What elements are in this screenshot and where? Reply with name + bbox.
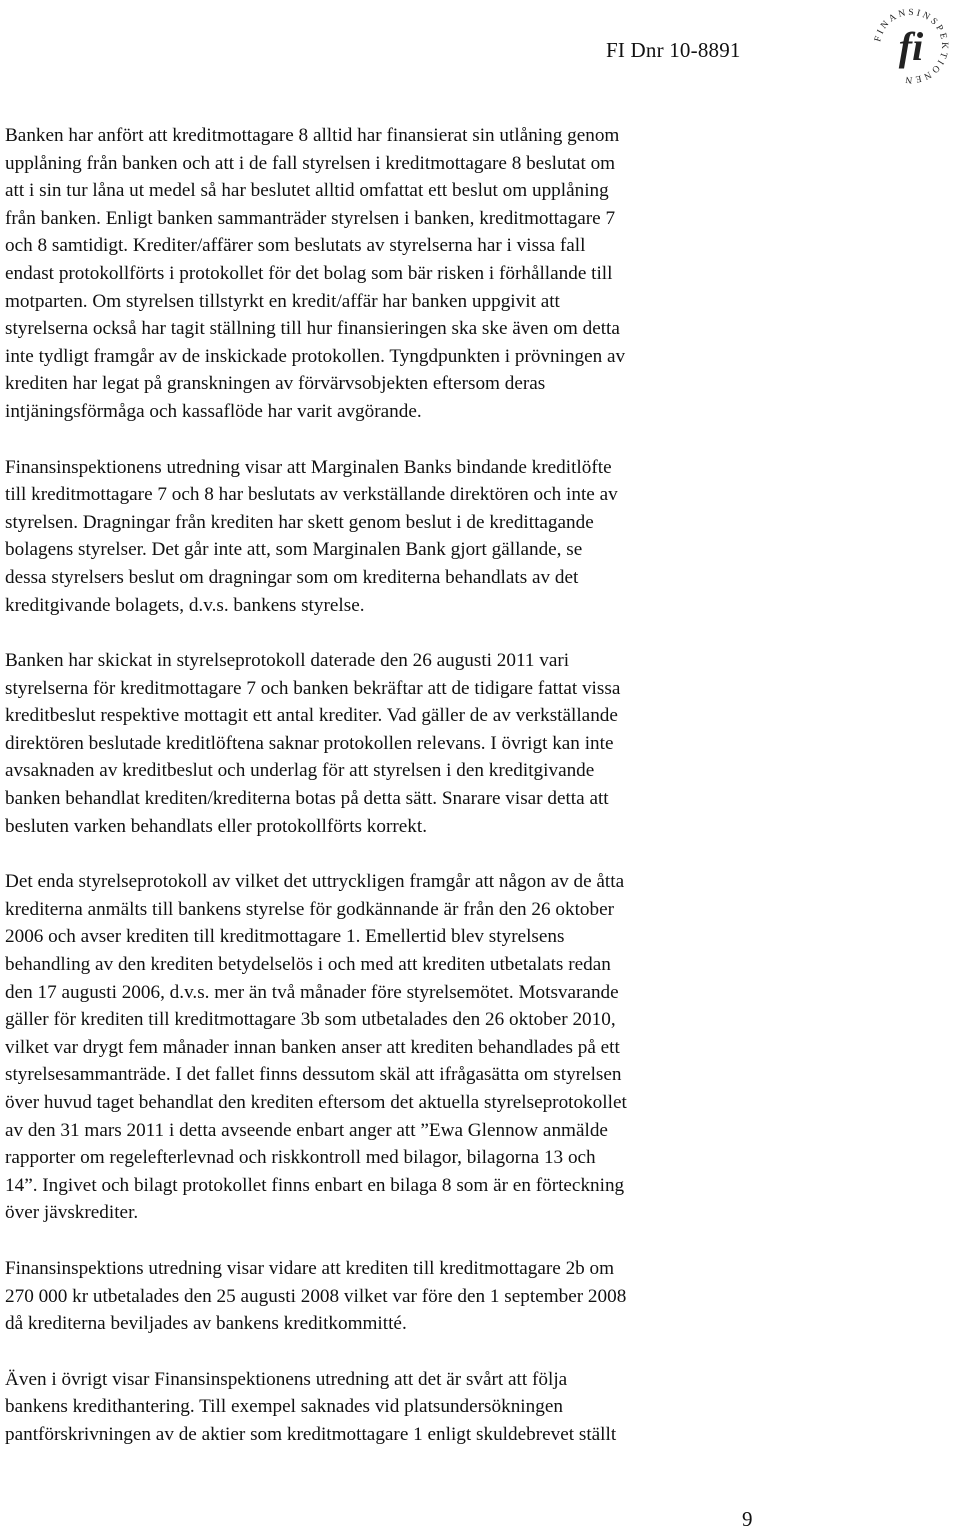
- text-line: krediterna anmälts till bankens styrelse för godkännande är från den 26 oktober: [5, 898, 614, 920]
- text-line: styrelserna också har tagit ställning till hur finansieringen ska ske även om detta: [5, 318, 620, 340]
- text-line: inte tydligt framgår av de inskickade protokollen. Tyngdpunkten i prövningen av: [5, 345, 626, 367]
- text-line: Finansinspektionens utredning visar att Marginalen Banks bindande kreditlöfte: [5, 456, 612, 478]
- text-line: endast protokollförts i protokollet för det bolag som bär risken i förhållande till: [5, 262, 613, 284]
- text-line: styrelsesammanträde. I det fallet finns dessutom skäl att ifrågasätta om styrelsen: [5, 1064, 622, 1086]
- finansinspektionen-logo: [866, 2, 954, 84]
- text-line: intjäningsförmåga och kassaflöde har varit avgörande.: [5, 400, 422, 422]
- text-line: direktören beslutade kreditlöftena saknar protokollen relevans. I övrigt kan inte: [5, 732, 614, 754]
- text-line: och 8 samtidigt. Krediter/affärer som beslutats av styrelserna har i vissa fall: [5, 235, 586, 257]
- text-line: över jävskrediter.: [5, 1202, 139, 1224]
- document-body: [5, 122, 795, 1477]
- svg-text:FINANSINSPEKTIONEN: FINANSINSPEKTIONEN: [873, 7, 950, 84]
- text-line: Banken har anfört att kreditmottagare 8 alltid har finansierat sin utlåning genom: [5, 125, 620, 146]
- text-line: banken behandlat krediten/krediterna botas på detta sätt. Snarare visar detta att: [5, 788, 609, 810]
- page-number: 9: [742, 1507, 753, 1531]
- text-line: rapporter om regelefterlevnad och riskkontroll med bilagor, bilagorna 13 och: [5, 1147, 596, 1169]
- text-line: Finansinspektions utredning visar vidare att krediten till kreditmottagare 2b om: [5, 1257, 615, 1279]
- text-line: bolagens styrelser. Det går inte att, som Marginalen Bank gjort gällande, se: [5, 539, 583, 561]
- text-line: 2006 och avser krediten till kreditmottagare 1. Emellertid blev styrelsens: [5, 926, 565, 948]
- text-line: vilket var drygt fem månader innan banken anser att krediten behandlades på ett: [5, 1036, 620, 1058]
- svg-text:fi: fi: [898, 24, 924, 69]
- text-line: kreditgivande bolagets, d.v.s. bankens styrelse.: [5, 594, 365, 616]
- paragraph: [5, 1255, 795, 1338]
- text-line: besluten varken behandlats eller protokollförts korrekt.: [5, 815, 427, 837]
- text-line: 270 000 kr utbetalades den 25 augusti 2008 vilket var före den 1 september 2008: [5, 1285, 627, 1307]
- text-line: styrelsen. Dragningar från krediten har skett genom beslut i de kredittagande: [5, 511, 594, 533]
- document-reference-number: FI Dnr 10-8891: [606, 38, 741, 62]
- text-line: Det enda styrelseprotokoll av vilket det uttryckligen framgår att någon av de åtta: [5, 871, 625, 893]
- text-line: från banken. Enligt banken sammanträder styrelsen i banken, kreditmottagare 7: [5, 207, 616, 229]
- text-line: av den 31 mars 2011 i detta avseende enbart anger att ”Ewa Glennow anmälde: [5, 1119, 608, 1141]
- text-line: bankens kredithantering. Till exempel saknades vid platsundersökningen: [5, 1396, 563, 1418]
- text-line: gäller för krediten till kreditmottagare 3b som utbetalades den 26 oktober 2010,: [5, 1009, 616, 1031]
- text-line: då krediterna beviljades av bankens kreditkommitté.: [5, 1313, 407, 1335]
- paragraph: [5, 122, 795, 426]
- text-line: krediten har legat på granskningen av förvärvsobjekten eftersom deras: [5, 373, 546, 395]
- paragraph: [5, 1366, 795, 1449]
- text-line: till kreditmottagare 7 och 8 har beslutats av verkställande direktören och inte av: [5, 484, 618, 506]
- text-line: styrelserna för kreditmottagare 7 och banken bekräftar att de tidigare fattat vissa: [5, 677, 621, 699]
- text-line: upplåning från banken och att i de fall styrelsen i kreditmottagare 8 beslutat om: [5, 152, 616, 174]
- text-line: den 17 augusti 2006, d.v.s. mer än två månader före styrelsemötet. Motsvarande: [5, 981, 619, 1003]
- paragraph: [5, 647, 795, 840]
- text-line: behandling av den krediten betydelselös i och med att krediten utbetalats redan: [5, 954, 611, 976]
- text-line: kreditbeslut respektive mottagit ett antal krediter. Vad gäller de av verkställande: [5, 705, 618, 727]
- text-line: 14”. Ingivet och bilagt protokollet finns enbart en bilaga 8 som är en förteckning: [5, 1174, 625, 1196]
- text-line: dessa styrelsers beslut om dragningar som om krediterna behandlats av det: [5, 566, 579, 588]
- text-line: motparten. Om styrelsen tillstyrkt en kredit/affär har banken uppgivit att: [5, 290, 560, 312]
- text-line: Banken har skickat in styrelseprotokoll daterade den 26 augusti 2011 vari: [5, 650, 570, 672]
- paragraph: [5, 454, 795, 620]
- paragraph: [5, 868, 795, 1227]
- text-line: pantförskrivningen av de aktier som kreditmottagare 1 enligt skuldebrevet ställt: [5, 1423, 617, 1445]
- text-line: Även i övrigt visar Finansinspektionens utredning att det är svårt att följa: [5, 1368, 568, 1390]
- text-line: att i sin tur låna ut medel så har beslutet alltid omfattat ett beslut om upplåning: [5, 180, 609, 202]
- text-line: över huvud taget behandlat den krediten eftersom det aktuella styrelseprotokollet: [5, 1092, 627, 1113]
- text-line: avsaknaden av kreditbeslut och underlag för att styrelsen i den kreditgivande: [5, 760, 595, 782]
